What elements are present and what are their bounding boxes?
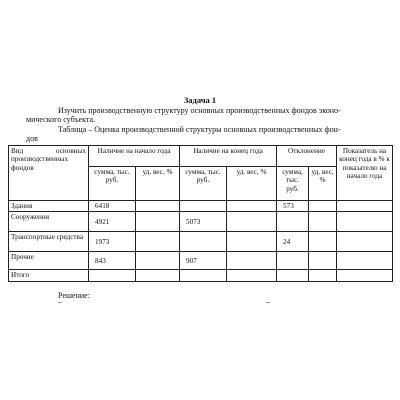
row-label: Сооружения	[9, 212, 89, 232]
table-row	[9, 232, 393, 252]
cell-dev-share	[309, 270, 337, 282]
header-indicator: Показатель на конец года в % к показателю на начало года	[337, 146, 393, 201]
cell-end-sum	[180, 232, 227, 252]
cell-end-share	[227, 201, 277, 212]
table-row	[9, 252, 393, 270]
cell-dev-sum	[277, 252, 309, 270]
table-row-total	[9, 270, 393, 282]
subheader-start-sum: сумма, тыс. руб.	[89, 167, 136, 201]
row-label: Прочие	[9, 252, 89, 270]
cell-end-sum	[180, 201, 227, 212]
cell-start-sum: 843	[89, 252, 136, 270]
subheader-start-share: уд. вес, %	[136, 167, 180, 201]
row-label: Транспортные средства	[9, 232, 89, 252]
fixed-assets-table	[8, 145, 393, 282]
header-asset-type: Вид основных производственных фондов	[9, 146, 89, 201]
cell-start-share	[136, 201, 180, 212]
solution-label: Решение:	[58, 291, 90, 300]
cell-indicator	[337, 232, 393, 252]
cell-start-sum	[89, 270, 136, 282]
cell-indicator	[337, 212, 393, 232]
subheader-dev-share: уд. вес, %	[309, 167, 337, 201]
table-header-row	[9, 146, 393, 167]
cell-start-sum: 6418	[89, 201, 136, 212]
cell-dev-share	[309, 212, 337, 232]
header-start-of-year: Наличие на начало года	[89, 146, 180, 167]
task-text-line-1: Изучить производственную структуру основных производственных фондов эконо-	[58, 106, 341, 115]
row-label: Здания	[9, 201, 89, 212]
cell-dev-share	[309, 232, 337, 252]
cut-off-line-mark	[58, 302, 62, 303]
cell-dev-sum: 24	[277, 232, 309, 252]
row-label-total: Итого	[9, 270, 89, 282]
header-end-of-year: Наличие на конец года	[180, 146, 277, 167]
cell-dev-share	[309, 252, 337, 270]
task-text-line-2: мического субъекта.	[26, 115, 96, 124]
table-row	[9, 201, 393, 212]
cell-end-share	[227, 232, 277, 252]
header-deviation: Отклонение	[277, 146, 337, 167]
cell-indicator	[337, 252, 393, 270]
subheader-end-sum: сумма, тыс. руб.	[180, 167, 227, 201]
cell-end-sum: 907	[180, 252, 227, 270]
subheader-dev-sum: сумма, тыс. руб.	[277, 167, 309, 201]
cell-end-sum	[180, 270, 227, 282]
cell-start-share	[136, 232, 180, 252]
cell-dev-sum: 573	[277, 201, 309, 212]
task-title: Задача 1	[183, 95, 217, 105]
cell-indicator	[337, 270, 393, 282]
cell-dev-share	[309, 201, 337, 212]
cell-end-sum: 5073	[180, 212, 227, 232]
table-caption-line-2: дов	[26, 134, 38, 143]
cut-off-line-mark	[266, 302, 270, 303]
subheader-end-share: уд. вес, %	[227, 167, 277, 201]
table-row	[9, 212, 393, 232]
cell-start-sum: 4921	[89, 212, 136, 232]
cell-start-sum: 1973	[89, 232, 136, 252]
cell-dev-sum	[277, 212, 309, 232]
cell-start-share	[136, 270, 180, 282]
cell-end-share	[227, 212, 277, 232]
cell-indicator	[337, 201, 393, 212]
cell-start-share	[136, 252, 180, 270]
table-caption-line-1: Таблица – Оценка производственной структуры основных производственных фон-	[58, 125, 341, 134]
cell-start-share	[136, 212, 180, 232]
cell-dev-sum	[277, 270, 309, 282]
cell-end-share	[227, 252, 277, 270]
cell-end-share	[227, 270, 277, 282]
